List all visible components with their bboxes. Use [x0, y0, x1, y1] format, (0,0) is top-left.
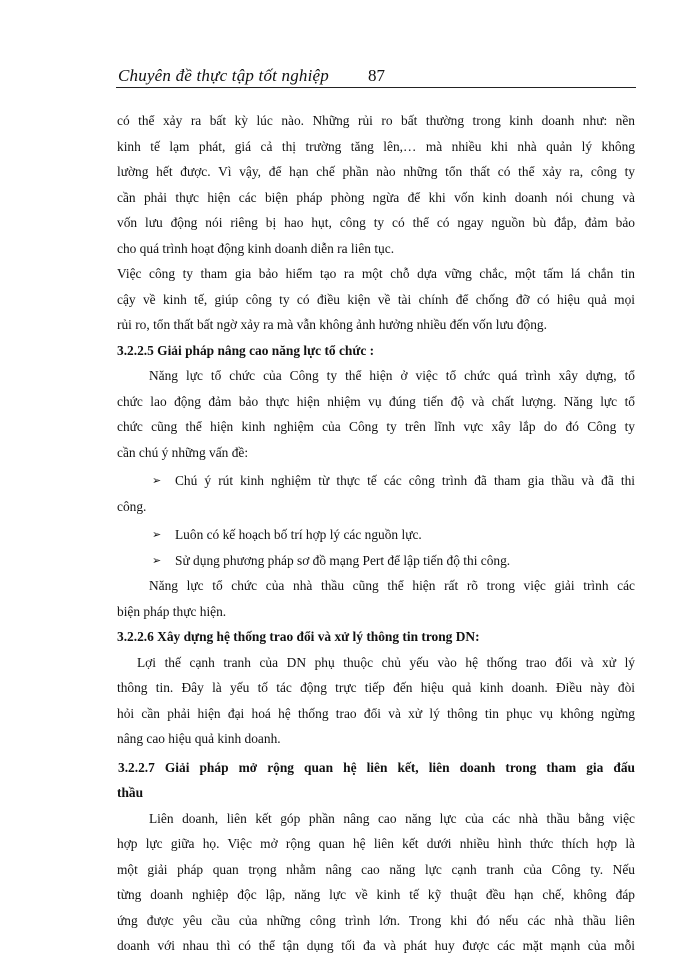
text-line: Năng lực tổ chức của nhà thầu cũng thể hiện rất rõ trong việc giải trình các [149, 578, 635, 593]
page-header [118, 68, 635, 86]
text-line: cậy về kinh tế, giúp công ty có điều kiện về tài chính để chống đỡ có hiệu quả mọi [117, 291, 635, 307]
page-number: 87 [368, 66, 385, 85]
text-line: thông tin. Đây là yếu tố tác động trực tiếp đến hiệu quả kinh doanh. Điều này đòi [117, 680, 635, 695]
header-title: Chuyên đề thực tập tốt nghiệp [118, 66, 330, 85]
text-line: một giải pháp quan trọng nhằm nâng cao năng lực cạnh tranh của Công ty. Nếu [117, 861, 635, 877]
arrow-bullet-icon: ➢ [152, 474, 162, 487]
section-3227 [117, 755, 635, 959]
arrow-bullet-icon: ➢ [152, 528, 162, 541]
text-line: Lợi thế cạnh tranh của DN phụ thuộc chủ yếu vào hệ thống trao đổi và xử lý [137, 654, 635, 670]
text-line: có thể xảy ra bất kỳ lúc nào. Những rủi ro bất thường trong kinh doanh như: nền [117, 113, 635, 128]
paragraph-insurance [117, 261, 635, 338]
text-line: cho quá trình hoạt động kinh doanh diễn ra liên tục. [117, 240, 395, 256]
section-3225 [117, 338, 635, 625]
text-line: cần chú ý những vấn đề: [117, 444, 249, 460]
section-heading-continuation: thầu [117, 785, 144, 800]
bullet-item [117, 468, 635, 494]
section-3226 [117, 624, 635, 752]
text-line: cần phải thực hiện các biện pháp phòng ngừa để khi vốn kinh doanh nói chung và [117, 189, 635, 205]
text-line: doanh với nhau thì có thể tận dụng tối đa và phát huy được các mặt mạnh của mỗi [117, 938, 635, 953]
section-heading: 3.2.2.7 Giải pháp mở rộng quan hệ liên kết, liên doanh trong tham gia đấu [118, 759, 635, 775]
text-line: nâng cao hiệu quả kinh doanh. [117, 731, 281, 746]
text-line: kinh tế lạm phát, giá cả thị trường tăng lên,… mà nhiều khi nhà quản lý không [117, 138, 635, 154]
text-line: từng doanh nghiệp độc lập, năng lực về kinh tế kỹ thuật đều hạn chế, không đáp [117, 887, 635, 902]
bullet-item [117, 522, 635, 548]
text-line: Liên doanh, liên kết góp phần nâng cao năng lực của các nhà thầu bằng việc [149, 810, 635, 826]
bullet-text: Luôn có kế hoạch bố trí hợp lý các nguồn lực. [175, 527, 422, 542]
text-line: hợp lực giữa họ. Việc mở rộng quan hệ liên kết dưới nhiều hình thức thích hợp là [117, 836, 635, 851]
text-line: Năng lực tổ chức của Công ty thể hiện ở việc tổ chức quá trình xây dựng, tổ [149, 368, 635, 383]
text-line: vốn lưu động nói riêng bị hao hụt, công ty có thể có ngay nguồn bù đắp, đảm bảo [117, 215, 635, 230]
text-line: hỏi cần phải hiện đại hoá hệ thống trao đổi và xử lý thông tin phục vụ không ngừng [117, 705, 635, 721]
text-line: biện pháp thực hiện. [117, 603, 227, 619]
bullet-text: Chú ý rút kinh nghiệm từ thực tế các công trình đã tham gia thầu và đã thi [175, 473, 635, 488]
header-rule [116, 87, 636, 88]
text-line: chức lao động đảm bảo thực hiện nhiệm vụ đúng tiến độ và chất lượng. Năng lực tổ [117, 393, 635, 409]
section-heading: 3.2.2.6 Xây dựng hệ thống trao đổi và xử lý thông tin trong DN: [117, 629, 480, 644]
bullet-item [117, 548, 635, 574]
paragraph-risk [117, 108, 635, 261]
text-line: ứng được yêu cầu của những công trình lớn. Trong khi đó nếu các nhà thầu liên [117, 912, 635, 928]
text-line: chức cũng thể hiện kinh nghiệm của Công ty trên lĩnh vực xây lắp do đó Công ty [117, 419, 635, 434]
text-line: Việc công ty tham gia bảo hiểm tạo ra một chỗ dựa vững chắc, một tấm lá chắn tin [117, 266, 635, 281]
text-line: lường hết được. Vì vậy, để hạn chế phần nào những tổn thất có thể xảy ra, công ty [117, 164, 635, 179]
bullet-text: Sử dụng phương pháp sơ đồ mạng Pert để lập tiến độ thi công. [175, 552, 511, 568]
text-line: rủi ro, tổn thất bất ngờ xảy ra mà vẫn không ảnh hưởng nhiều đến vốn lưu động. [117, 317, 547, 332]
bullet-continuation: công. [117, 498, 147, 514]
arrow-bullet-icon: ➢ [152, 553, 162, 567]
section-heading: 3.2.2.5 Giải pháp nâng cao năng lực tổ chức : [117, 342, 375, 358]
document-body [117, 108, 635, 959]
